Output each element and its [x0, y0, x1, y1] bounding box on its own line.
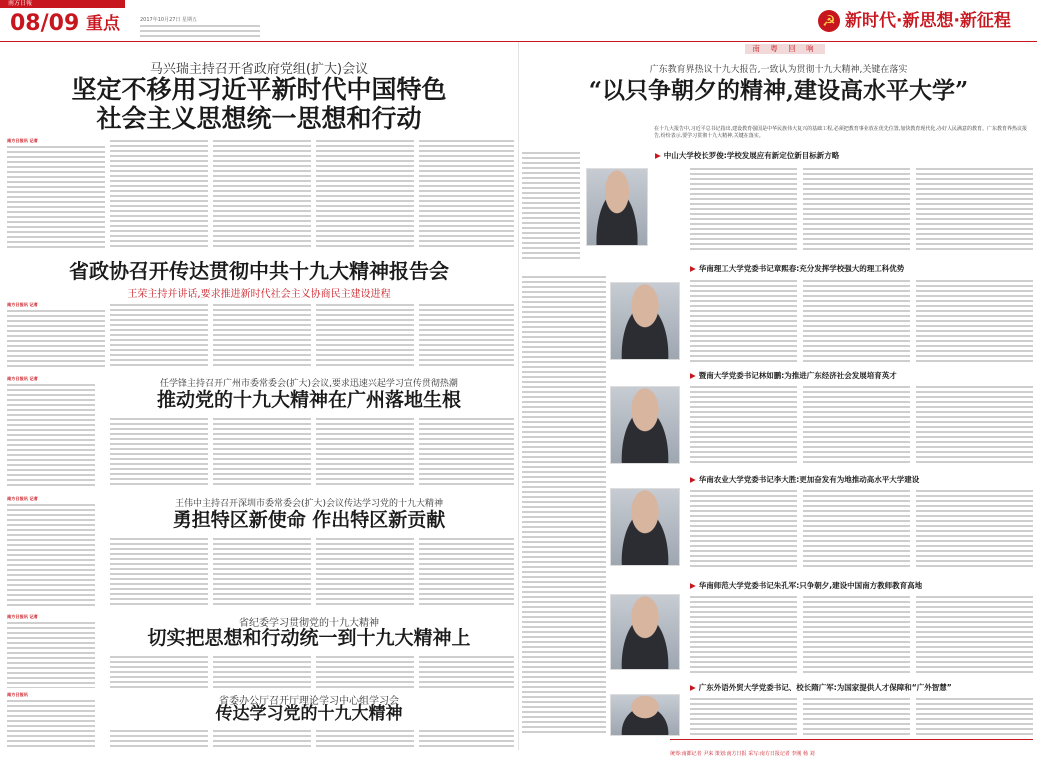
article-byline	[7, 614, 97, 619]
section-body-col1	[690, 384, 797, 466]
article-body-col2	[110, 302, 208, 368]
article-body-col1	[7, 620, 95, 688]
article-body-col1	[7, 382, 95, 488]
article-body-col2	[110, 138, 208, 250]
article-subtitle: 省纪委学习贯彻党的十九大精神	[239, 618, 379, 629]
article-body-col5	[419, 654, 514, 688]
party-emblem-icon: ☭	[818, 10, 840, 32]
red-arrow-icon: ▶	[690, 581, 696, 590]
article-subtitle: 任学锋主持召开广州市委常委会(扩大)会议,要求迅速兴起学习宣传贯彻热潮	[160, 379, 458, 389]
article-title-line1: 坚定不移用习近平新时代中国特色	[71, 75, 447, 104]
article-body-col5	[419, 728, 514, 748]
feature-intro: 在十九大报告中,习近平总书记指出,建设教育强国是中华民族伟大复兴的基础工程,必须把教育事业放在优先位置,加快教育现代化,办好人民满意的教育。广东教育界热议报告,纷纷表示,要学习贯彻十九大精神,关键在落实。	[654, 126, 1027, 139]
article-guangzhou	[0, 372, 518, 492]
section-title-text: 暨南大学党委书记林如鹏:为推进广东经济社会发展培育英才	[698, 371, 897, 380]
portrait-photo	[610, 594, 680, 670]
section-body-col3	[916, 278, 1033, 362]
column-tag: 南 粤 回 响	[745, 44, 825, 54]
portrait-photo	[586, 168, 648, 246]
section-body-col3	[916, 488, 1033, 570]
portrait-photo	[610, 386, 680, 464]
left-page	[0, 42, 518, 750]
section-title-scut	[690, 263, 1033, 274]
page-date-number: 08/09	[10, 11, 80, 36]
feature-title: “以只争朝夕的精神,建设高水平大学”	[588, 77, 969, 104]
article-byline	[7, 496, 97, 501]
red-arrow-icon: ▶	[690, 371, 696, 380]
byline: 南方日报讯 记者	[7, 138, 38, 143]
red-arrow-icon: ▶	[690, 264, 696, 273]
byline: 南方日报讯 记者	[7, 614, 38, 619]
article-body-col4	[316, 728, 414, 748]
section-body-col2	[803, 488, 910, 570]
article-body-col2	[110, 654, 208, 688]
article-title: 推动党的十九大精神在广州落地生根	[156, 389, 461, 411]
section-title-sysu	[655, 150, 1033, 161]
masthead	[0, 0, 1037, 42]
section-title-gdufs	[690, 682, 1033, 693]
article-body-col3	[213, 536, 311, 606]
section-body-col3	[916, 384, 1033, 466]
page-gutter	[518, 42, 519, 750]
left-narrow-column	[522, 274, 606, 734]
section-body-col2	[803, 594, 910, 674]
section-body-col1	[690, 278, 797, 362]
section-title-text: 中山大学校长罗俊:学校发展应有新定位新目标新方略	[663, 151, 840, 160]
article-subtitle: 省委办公厅召开厅理论学习中心组学习会	[219, 696, 399, 707]
byline: 南方日报讯 记者	[7, 376, 38, 381]
article-subtitle: 王伟中主持召开深圳市委常委会(扩大)会议传达学习党的十九大精神	[174, 499, 444, 509]
article-discipline-commission	[0, 610, 518, 690]
article-body-col5	[419, 138, 514, 250]
byline: 南方日报讯 记者	[7, 302, 38, 307]
article-subtitle: 马兴瑞主持召开省政府党组(扩大)会议	[149, 62, 369, 77]
section-name: 重点	[86, 14, 120, 34]
article-body-col3	[213, 654, 311, 688]
article-body-col5	[419, 302, 514, 368]
top-brand: 南方日報	[8, 0, 33, 7]
article-byline	[7, 302, 105, 307]
masthead-meta-lines	[140, 23, 260, 37]
article-title-line2: 社会主义思想统一思想和行动	[96, 104, 422, 133]
article-body-col2	[110, 416, 208, 488]
article-body-col5	[419, 536, 514, 606]
section-title-jnu	[690, 370, 1033, 381]
article-title: 切实把思想和行动统一到十九大精神上	[147, 627, 471, 649]
article-body-col2	[110, 728, 208, 748]
portrait-photo	[610, 282, 680, 360]
article-governor-meeting	[0, 42, 518, 254]
section-body-col3	[916, 166, 1033, 252]
article-body-col3	[213, 138, 311, 250]
red-arrow-icon: ▶	[690, 683, 696, 692]
article-body-col2	[110, 536, 208, 606]
article-body-col1	[7, 502, 95, 606]
section-body-col2	[803, 166, 910, 252]
section-title-text: 广东外语外贸大学党委书记、校长隋广军:为国家提供人才保障和“广外智慧”	[698, 683, 952, 692]
article-body-col1	[7, 144, 105, 250]
article-byline	[7, 692, 97, 697]
right-page	[520, 42, 1037, 757]
byline: 南方日报讯 记者	[7, 496, 38, 501]
red-arrow-icon: ▶	[655, 151, 661, 160]
feature-kicker: 广东教育界热议十九大报告,一致认为贯彻十九大精神,关键在落实	[649, 65, 908, 75]
article-body-col4	[316, 138, 414, 250]
section-body-col3	[916, 696, 1033, 736]
portrait-photo	[610, 488, 680, 566]
article-body-col4	[316, 654, 414, 688]
section-title-text: 华南师范大学党委书记朱孔军:只争朝夕,建设中国南方教师教育高地	[698, 581, 923, 590]
issue-meta: 2017年10月27日 星期五	[140, 17, 198, 23]
article-body-col3	[213, 416, 311, 488]
article-body-col4	[316, 302, 414, 368]
article-title: 勇担特区新使命 作出特区新贡献	[172, 509, 446, 531]
section-title-scau	[690, 474, 1033, 485]
article-subtitle: 王荣主持并讲话,要求推进新时代社会主义协商民主建设进程	[127, 289, 391, 300]
section-body-col1	[690, 488, 797, 570]
byline: 南方日报讯	[7, 692, 28, 697]
article-provincial-office	[0, 690, 518, 750]
article-byline	[7, 138, 105, 143]
masthead-slogan: 新时代·新思想·新征程	[845, 11, 1011, 31]
article-shenzhen	[0, 492, 518, 610]
article-body-col4	[316, 416, 414, 488]
red-arrow-icon: ▶	[690, 475, 696, 484]
section-title-text: 华南理工大学党委书记章熙春:充分发挥学校强大的理工科优势	[698, 264, 905, 273]
section-body-col1	[690, 696, 797, 736]
portrait-photo	[610, 694, 680, 736]
section-body-col2	[803, 278, 910, 362]
article-body-col3	[213, 302, 311, 368]
section-body-col3	[916, 594, 1033, 674]
section-title-text: 华南农业大学党委书记李大胜:更加奋发有为地推动高水平大学建设	[698, 475, 920, 484]
article-body-col3	[213, 728, 311, 748]
article-body-col4	[316, 536, 414, 606]
article-cppcc-report	[0, 254, 518, 372]
section-title-scnu	[690, 580, 1033, 591]
article-title: 省政协召开传达贯彻中共十九大精神报告会	[69, 259, 449, 283]
article-body-col1	[7, 308, 105, 368]
article-body-col5	[419, 416, 514, 488]
section-body-col2	[803, 696, 910, 736]
section-body-col1	[690, 166, 797, 252]
article-byline	[7, 376, 97, 381]
footer-credits: 统筹:南都记者 尹来 策划:南方日报 采写:南方日报记者 李刚 杨 刘	[670, 751, 815, 757]
left-narrow-column	[522, 150, 580, 260]
article-title: 传达学习党的十九大精神	[215, 704, 403, 724]
section-body-col2	[803, 384, 910, 466]
section-body-col1	[690, 594, 797, 674]
article-body-col1	[7, 698, 95, 748]
page-footer	[670, 739, 1033, 757]
